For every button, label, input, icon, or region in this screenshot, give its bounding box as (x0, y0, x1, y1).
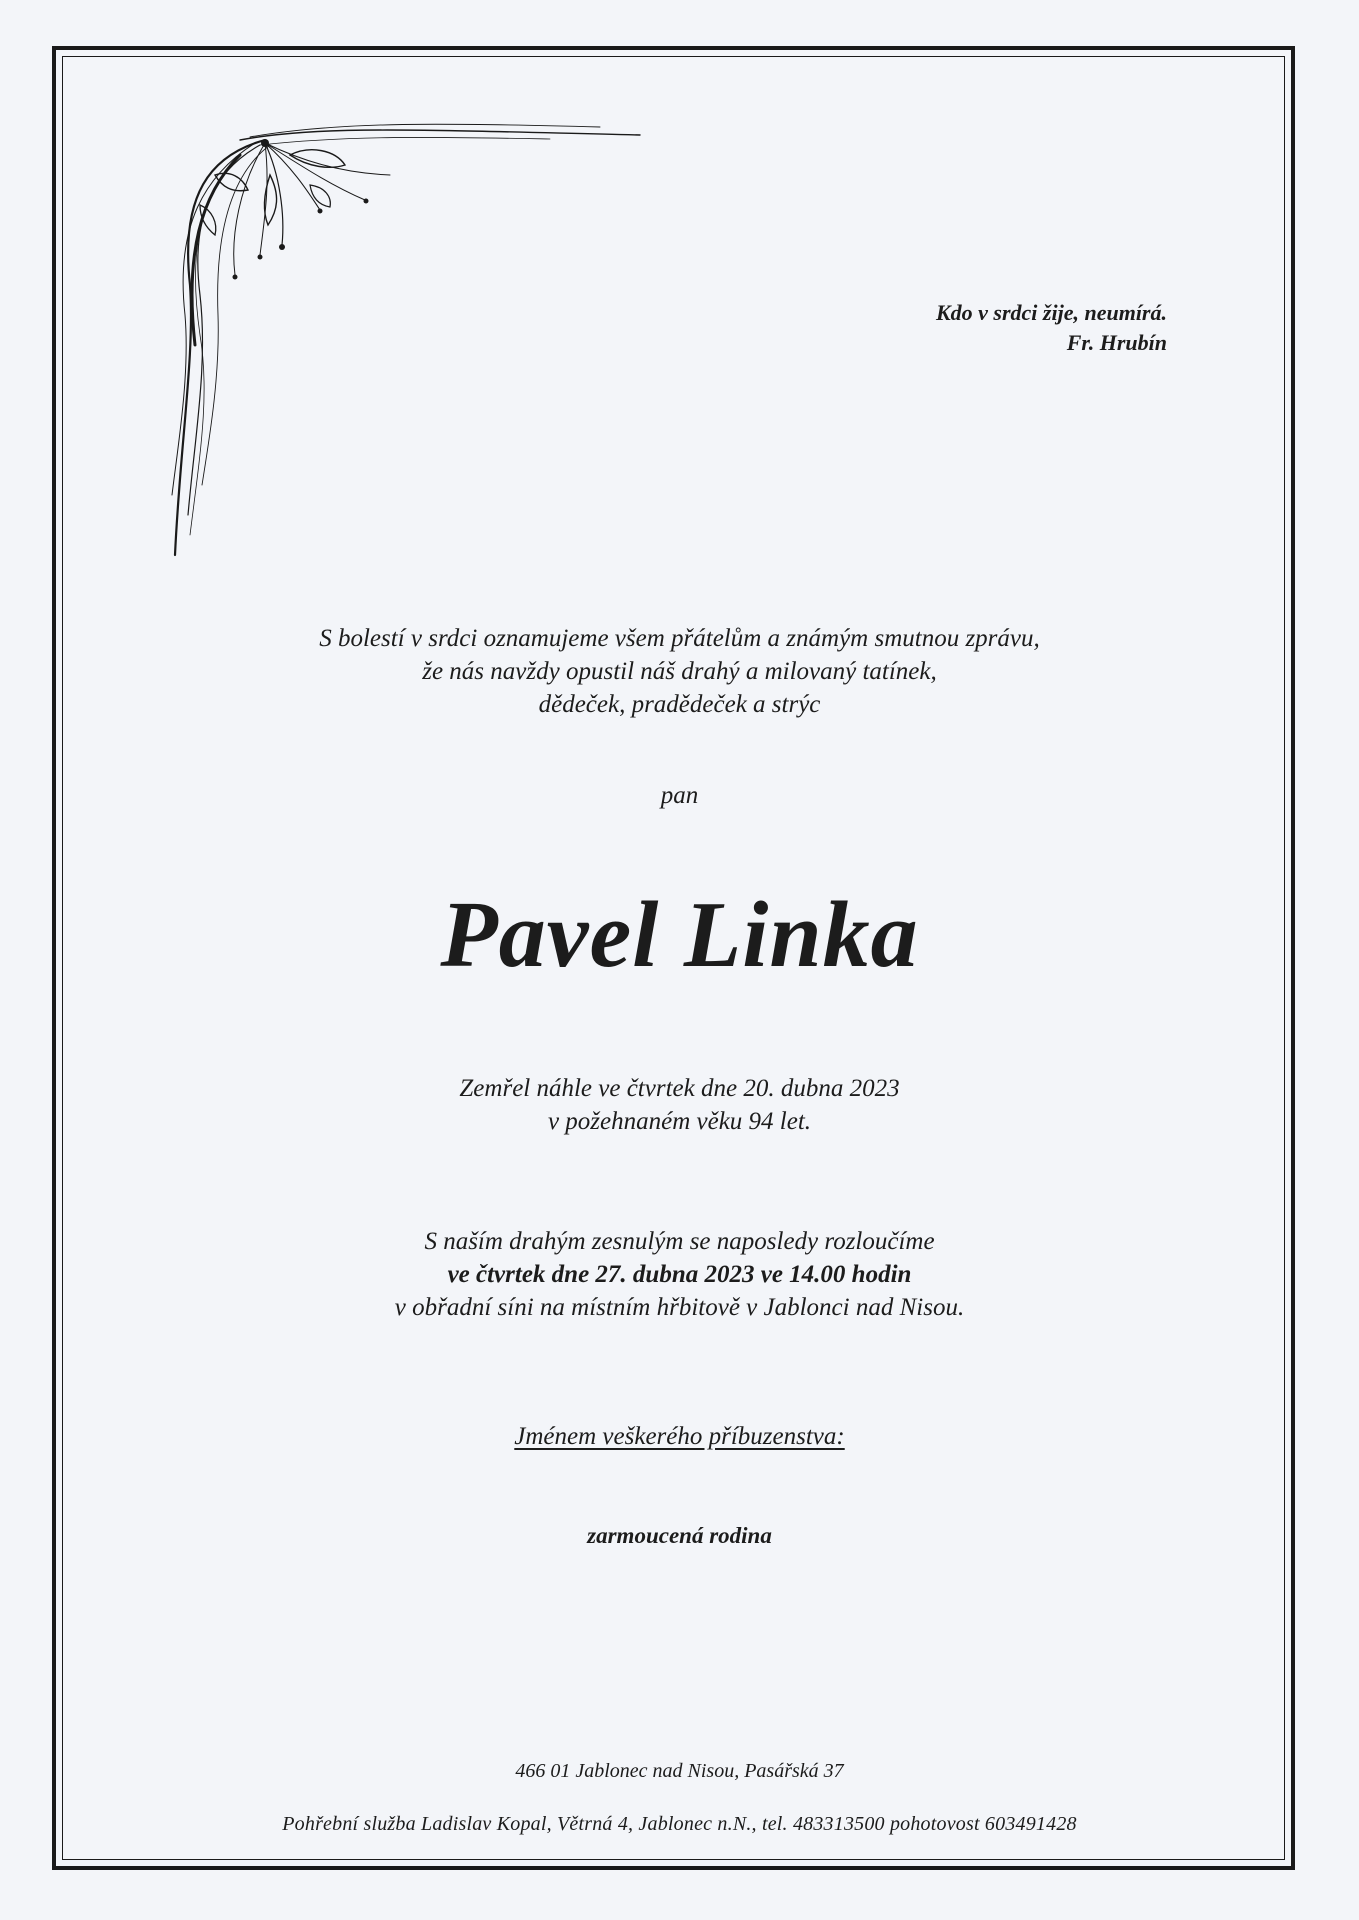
announcement-line-1: S bolestí v srdci oznamujeme všem přátelům a známým smutnou zprávu, (319, 625, 1040, 652)
motto-quote (936, 298, 1167, 358)
death-date-line: Zemřel náhle ve čtvrtek dne 20. dubna 2023 (459, 1075, 900, 1102)
ceremony-place: v obřadní síni na místním hřbitově v Jablonci nad Nisou. (394, 1294, 965, 1321)
deceased-name: Pavel Linka (440, 883, 919, 987)
on-behalf-text: Jménem veškerého příbuzenstva: (514, 1423, 845, 1450)
announcement-line-2: že nás navždy opustil náš drahý a milovaný tatínek, (422, 658, 937, 685)
salutation: pan (660, 782, 699, 809)
motto-author: Fr. Hrubín (1066, 330, 1167, 355)
ceremony-intro: S naším drahým zesnulým se naposledy rozloučíme (424, 1228, 935, 1255)
death-info (0, 1072, 1359, 1138)
ceremony-info (0, 1225, 1359, 1324)
death-age-line: v požehnaném věku 94 let. (547, 1108, 812, 1135)
floral-corner-ornament (170, 115, 650, 565)
announcement (0, 622, 1359, 721)
family-signature: zarmoucená rodina (587, 1523, 772, 1548)
announcement-line-3: dědeček, pradědeček a strýc (538, 691, 821, 718)
ceremony-date-time: ve čtvrtek dne 27. dubna 2023 ve 14.00 hodin (447, 1261, 912, 1288)
on-behalf-heading (0, 1423, 1359, 1451)
motto-line: Kdo v srdci žije, neumírá. (935, 300, 1167, 325)
family-address: 466 01 Jablonec nad Nisou, Pasářská 37 (515, 1760, 844, 1782)
funeral-service-footer: Pohřební služba Ladislav Kopal, Větrná 4, Jablonec n.N., tel. 483313500 pohotovost 603491428 (282, 1813, 1077, 1835)
